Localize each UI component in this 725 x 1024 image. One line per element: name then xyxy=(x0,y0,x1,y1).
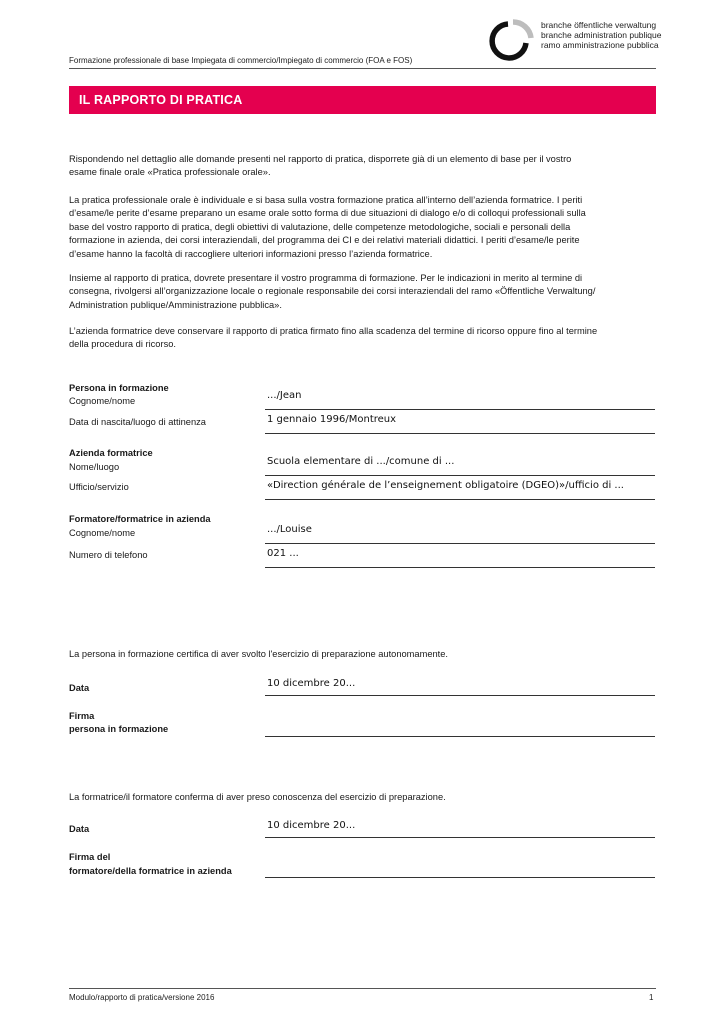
company-heading: Azienda formatrice xyxy=(69,448,153,458)
organization-name xyxy=(541,20,662,50)
trainer-phone-field[interactable]: 021 ... xyxy=(267,548,299,559)
trainer-phone-underline xyxy=(265,567,655,568)
learner-name-label: Cognome/nome xyxy=(69,396,136,406)
course-header: Formazione professionale di base Impiegata di commercio/Impiegato di commercio (FOA e FOS) xyxy=(69,56,413,65)
branche-logo-icon xyxy=(486,16,536,64)
trainer-signature-label: Firma del xyxy=(69,852,111,862)
company-office-field[interactable]: «Direction générale de l’enseignement obligatoire (DGEO)»/ufficio di ... xyxy=(267,480,624,491)
learner-name-field[interactable]: .../Jean xyxy=(267,390,302,401)
paragraph-line: d’esame hanno la facoltà di raccogliere ulteriori informazioni presso l’azienda formatrice. xyxy=(69,248,433,259)
paragraph-line: formazione in azienda, dei corsi interaziendali, del programma dei CI e dei relativi materiali didattici. I periti d’esame/le perite xyxy=(69,235,580,246)
paragraph-line: L’azienda formatrice deve conservare il rapporto di pratica firmato fino alla scadenza del termine di ricorso oppure fino al termine xyxy=(69,326,598,336)
trainer-date-label: Data xyxy=(69,824,90,834)
learner-heading: Persona in formazione xyxy=(69,383,169,393)
learner-date-underline xyxy=(265,695,655,696)
company-name-label: Nome/luogo xyxy=(69,462,120,472)
paragraph-line: della procedura di ricorso. xyxy=(69,339,176,350)
paragraph-line: Administration publique/Amministrazione pubblica». xyxy=(69,299,282,310)
trainer-name-field[interactable]: .../Louise xyxy=(267,524,312,535)
paragraph-line: consegna, rivolgersi all’organizzazione locale o regionale responsabile dei corsi interaziendali del ramo «Öffentliche Verwaltung/ xyxy=(69,286,596,297)
learner-date-field[interactable]: 10 dicembre 20... xyxy=(267,678,356,689)
learner-confirm-statement: La persona in formazione certifica di aver svolto l'esercizio di preparazione autonomamente. xyxy=(69,649,449,659)
paragraph-line: Rispondendo nel dettaglio alle domande presenti nel rapporto di pratica, disporrete già di un elemento di base per il vostro xyxy=(69,154,572,164)
page-number: 1 xyxy=(649,993,654,1002)
title-bar xyxy=(69,86,656,114)
org-line-fr: branche administration publique xyxy=(541,30,662,40)
learner-birth-label: Data di nascita/luogo di attinenza xyxy=(69,417,206,427)
company-office-underline xyxy=(265,499,655,500)
trainer-name-underline xyxy=(265,543,655,544)
learner-date-label: Data xyxy=(69,683,90,693)
learner-name-underline xyxy=(265,409,655,410)
learner-birth-field[interactable]: 1 gennaio 1996/Montreux xyxy=(267,414,397,425)
org-line-it: ramo amministrazione pubblica xyxy=(541,40,659,50)
company-name-field[interactable]: Scuola elementare di .../comune di ... xyxy=(267,456,455,467)
header-divider xyxy=(69,68,656,69)
learner-signature-sublabel: persona in formazione xyxy=(69,724,169,734)
footer-version: Modulo/rapporto di pratica/versione 2016 xyxy=(69,993,215,1002)
learner-birth-underline xyxy=(265,433,655,434)
intro-paragraph xyxy=(69,153,659,180)
learner-signature-field[interactable] xyxy=(265,736,655,737)
retention-paragraph xyxy=(69,325,659,352)
footer-divider xyxy=(69,988,656,989)
paragraph-line: base del vostro rapporto di pratica, degli obiettivi di valutazione, delle competenze metodologiche, sociali e personali della xyxy=(69,221,571,232)
trainer-confirm-statement: La formatrice/il formatore conferma di aver preso conoscenza del esercizio di preparazione. xyxy=(69,792,446,802)
trainer-signature-sublabel: formatore/della formatrice in azienda xyxy=(69,866,232,876)
learner-signature-label: Firma xyxy=(69,711,95,721)
trainer-phone-label: Numero di telefono xyxy=(69,550,148,560)
trainer-date-field[interactable]: 10 dicembre 20... xyxy=(267,820,356,831)
paragraph-line: d’esame/le perite d’esame preparano un esame orale sotto forma di due situazioni di dialogo e/o di colloqui professionali sulla xyxy=(69,208,586,219)
trainer-heading: Formatore/formatrice in azienda xyxy=(69,514,211,524)
trainer-signature-field[interactable] xyxy=(265,877,655,878)
exam-paragraph xyxy=(69,194,659,261)
trainer-date-underline xyxy=(265,837,655,838)
page-title: IL RAPPORTO DI PRATICA xyxy=(79,93,243,107)
org-line-de: branche öffentliche verwaltung xyxy=(541,20,657,30)
trainer-name-label: Cognome/nome xyxy=(69,528,136,538)
paragraph-line: La pratica professionale orale è individuale e si basa sulla vostra formazione pratica all’interno dell’azienda formatrice. I periti xyxy=(69,195,583,205)
paragraph-line: Insieme al rapporto di pratica, dovrete presentare il vostro programma di formazione. Per le indicazioni in merito al termine di xyxy=(69,273,583,283)
company-name-underline xyxy=(265,475,655,476)
company-office-label: Ufficio/servizio xyxy=(69,482,129,492)
paragraph-line: esame finale orale «Pratica professionale orale». xyxy=(69,167,271,178)
program-paragraph xyxy=(69,272,659,312)
